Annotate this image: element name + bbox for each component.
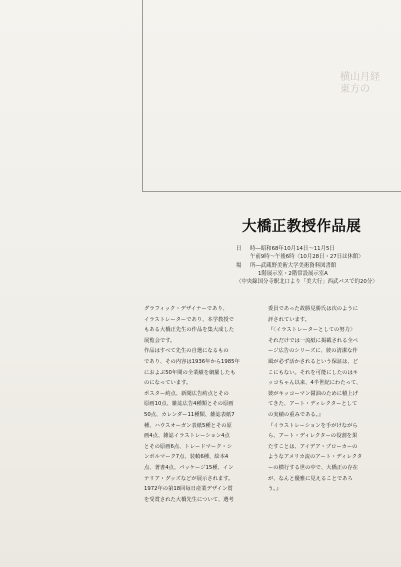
text-line: グラフィック・デザイナーであり、	[144, 306, 228, 312]
text-line: たすことは、アイデア・ブローカーの	[268, 443, 358, 450]
text-line: 50点、カレンダー11種類、雑誌表紙7	[144, 411, 235, 418]
text-line: ージ広告のシリーズに、彼の清潔な作	[268, 348, 358, 355]
text-line: 画4点、雑誌イラストレーション4点	[144, 433, 230, 440]
info-row-rooms	[236, 270, 401, 278]
show-through-text	[340, 72, 380, 96]
info-value: 所―武蔵野美術大学美術資料図書館	[250, 262, 337, 269]
text-line: こにもない。それを可能にしたのはキ	[268, 369, 359, 376]
text-line: それだけでは一流紙に掲載される全ペ	[268, 337, 359, 344]
exhibition-title: 大橋正教授作品展	[242, 219, 362, 235]
text-line: 彼がキッコーマン醤油のために積上げ	[268, 390, 358, 397]
text-line: であり、その内容は1936年から1985年	[144, 358, 240, 365]
text-line: 原画10点、雑誌広告4種類とその原画	[144, 401, 234, 408]
info-value: 1階展示室・2階常設展示室A	[258, 270, 328, 277]
text-line: ンボルマーク7点、装幀6種、絵本4	[144, 454, 229, 461]
text-line: ッコちゃん以来、4半世紀にわたって、	[268, 380, 362, 387]
body-column-right	[268, 304, 392, 495]
text-line: てきた、アート・ディレクターとして	[268, 401, 358, 408]
text-line: 評されています。	[268, 316, 310, 323]
info-key: 場	[236, 262, 242, 269]
text-line: 作品はすべて先生の自選になるもの	[144, 348, 229, 355]
text-line: 1972年の第18回毎日産業デザイン賞	[144, 486, 233, 493]
text-line: 種、ハウスオーガン表紙5種とその原	[144, 422, 232, 429]
text-line: 点、著書4点、パッケージ15種、イン	[144, 464, 234, 471]
text-line: が、なんと優雅に見えることであろ	[268, 475, 353, 482]
info-key: 日	[236, 246, 242, 252]
info-row-venue	[236, 262, 401, 270]
text-line: ポスター約点、新聞広告約点とその	[144, 390, 229, 397]
image-frame	[142, 0, 401, 192]
text-line: ーの横行する世の中で、大橋正の存在	[268, 464, 358, 471]
text-line: テリア・グッズなどが展示されます。	[144, 475, 234, 482]
info-row-access	[236, 278, 401, 286]
info-value: 〈中央線国分寺駅北口より「美大行」西武バスで約20分〉	[236, 279, 378, 286]
show-through-line: 東方の	[340, 84, 370, 95]
body-column-left	[144, 304, 262, 505]
text-line: イラストレーターであり、本学教授で	[144, 316, 234, 323]
info-value: 午前9時〜午後6時〈10月28日・27日は休館〉	[250, 254, 364, 261]
text-line: のになっています。	[144, 380, 192, 387]
text-line: 展覧会です。	[144, 337, 176, 344]
text-line: もある大橋正先生の作品を集大成した	[144, 327, 235, 334]
exhibition-info	[236, 245, 401, 286]
text-line: 委員であった故勝見勝氏は次のように	[268, 306, 358, 312]
info-value: 時―昭和68年10月14日〜11月5日	[250, 246, 335, 252]
text-line: とその原画6点、トレードマーク・シ	[144, 443, 233, 450]
text-line: ら、アート・ディレクターの役割を果	[268, 433, 358, 440]
text-line: 『イラストレーションを手がけながら	[268, 422, 358, 429]
show-through-line: 横山月経	[340, 72, 380, 83]
text-line: ようなアメリカ流のアート・ディレクタ	[268, 454, 363, 461]
text-line: の実績の重みである。』	[268, 411, 324, 418]
text-line: う。』	[268, 486, 282, 493]
info-row-dates	[236, 245, 401, 253]
info-row-hours	[236, 253, 401, 261]
text-line: 風が必ず活かされるという保証は、ど	[268, 358, 359, 365]
text-line: におよぶ50年間の全業績を網羅したも	[144, 369, 236, 376]
text-line: 『〈イラストレーターとしての努力〉	[268, 327, 356, 334]
text-line: を受賞された大橋先生について、選考	[144, 496, 234, 503]
